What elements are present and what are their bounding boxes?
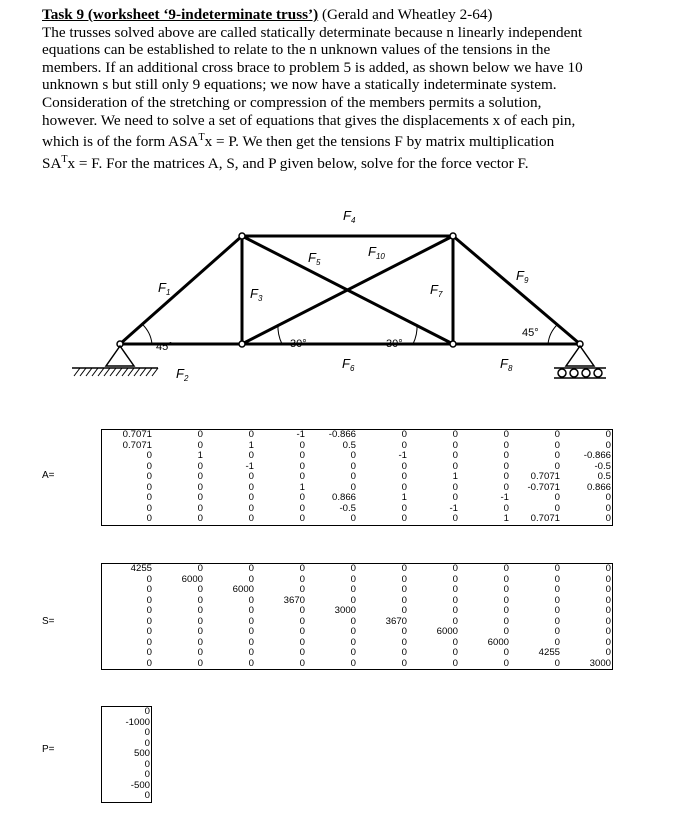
- truss-members: [120, 236, 580, 344]
- matrix-cell: 0: [554, 584, 560, 595]
- matrix-cell: 0: [503, 481, 509, 493]
- matrix-cell: 0.5: [597, 471, 611, 482]
- matrix-cell: 0: [248, 513, 254, 524]
- matrix-cell: 0: [554, 460, 560, 472]
- matrix-cell: 0: [197, 615, 203, 627]
- matrix-cell: 0: [605, 594, 611, 606]
- matrix-cell: 0: [248, 605, 254, 616]
- member-f9: [453, 236, 580, 344]
- matrix-cell: 0: [248, 573, 254, 585]
- matrix-cell: 0: [503, 460, 509, 472]
- matrix-cell: 0: [146, 626, 152, 637]
- equation-prefix: SA: [42, 154, 62, 172]
- angle-labels: [156, 327, 539, 353]
- matrix-cell: 0.7071: [530, 471, 560, 482]
- matrix-cell: 0: [452, 439, 458, 451]
- matrix-cell: 3670: [385, 615, 407, 627]
- matrix-cell: 0: [146, 605, 152, 616]
- pin: [450, 233, 456, 239]
- matrix-row: [102, 493, 613, 504]
- matrix-row: [102, 483, 613, 494]
- matrix-cell: 0: [299, 450, 305, 461]
- matrix-cell: 0: [350, 573, 356, 585]
- pin: [239, 233, 245, 239]
- matrix-cell: 0: [554, 605, 560, 616]
- label-f6: $F_6$: [342, 356, 355, 373]
- matrix-row: [102, 749, 152, 760]
- matrix-row: [102, 606, 613, 617]
- matrix-cell: 0: [401, 657, 407, 669]
- matrix-row: [102, 659, 613, 670]
- matrix-cell: 1: [197, 450, 203, 461]
- matrix-cell: 0: [554, 626, 560, 637]
- matrix-cell: 4255: [538, 647, 560, 658]
- matrix-cell: 0: [452, 615, 458, 627]
- label-f4: $F_4$: [343, 208, 356, 225]
- matrix-cell: 0: [299, 439, 305, 451]
- matrix-cell: 0: [350, 471, 356, 482]
- matrix-cell: 0: [554, 657, 560, 669]
- matrix-cell: 0: [554, 636, 560, 648]
- matrix-cell: -0.5: [594, 460, 611, 472]
- matrix-cell: 0: [146, 584, 152, 595]
- transpose-mark: T: [61, 153, 68, 165]
- matrix-cell: 0: [350, 563, 356, 574]
- matrix-cell: 0: [401, 513, 407, 524]
- matrix-p-table: [101, 706, 152, 803]
- angle-arcs: [142, 324, 558, 344]
- matrix-cell: 0: [248, 481, 254, 493]
- matrix-p-label: P=: [42, 744, 55, 755]
- matrix-cell: 0: [248, 563, 254, 574]
- matrix-cell: 0: [146, 573, 152, 585]
- matrix-row: [102, 791, 152, 802]
- matrix-cell: 500: [133, 748, 150, 759]
- matrix-s-table: [101, 563, 613, 670]
- matrix-cell: 0: [350, 636, 356, 648]
- matrix-row: [102, 430, 613, 441]
- matrix-cell: 0: [350, 615, 356, 627]
- matrix-row: [102, 564, 613, 575]
- matrix-cell: 0: [146, 615, 152, 627]
- heading-line: Consideration of the stretching or compression of the members permits a solution,: [42, 93, 542, 111]
- matrix-row: [102, 627, 613, 638]
- matrix-cell: 4255: [130, 563, 152, 574]
- matrix-cell: 0: [248, 657, 254, 669]
- matrix-cell: 0: [350, 594, 356, 606]
- matrix-cell: 0: [299, 657, 305, 669]
- equation-line-1: [42, 129, 672, 151]
- matrix-cell: 0: [197, 657, 203, 669]
- matrix-cell: 0: [605, 647, 611, 658]
- matrix-cell: 0: [605, 615, 611, 627]
- matrix-cell: 0: [605, 429, 611, 440]
- matrix-row: [102, 648, 613, 659]
- matrix-cell: 0: [503, 584, 509, 595]
- matrix-cell: 0: [146, 460, 152, 472]
- matrix-cell: 0: [452, 647, 458, 658]
- matrix-cell: 0: [144, 706, 150, 717]
- matrix-cell: 0: [503, 563, 509, 574]
- label-f1: $F_1$: [158, 280, 171, 297]
- matrix-cell: 0: [605, 584, 611, 595]
- matrix-cell: 0: [554, 563, 560, 574]
- matrix-cell: 0: [146, 636, 152, 648]
- matrix-cell: 0: [299, 563, 305, 574]
- matrix-cell: 0: [401, 594, 407, 606]
- member-labels: [158, 208, 529, 383]
- matrix-cell: 0: [248, 615, 254, 627]
- matrix-cell: 0: [248, 450, 254, 461]
- matrix-cell: 0: [605, 605, 611, 616]
- matrix-row: [102, 472, 613, 483]
- matrix-cell: 0: [248, 502, 254, 514]
- matrix-row: [102, 514, 613, 525]
- matrix-cell: 0: [605, 636, 611, 648]
- label-f8: $F_8$: [500, 356, 513, 373]
- matrix-cell: 0: [299, 605, 305, 616]
- matrix-row: [102, 707, 152, 718]
- matrix-cell: 1: [452, 471, 458, 482]
- matrix-cell: 0: [554, 492, 560, 503]
- matrix-cell: 0: [554, 429, 560, 440]
- label-f10: $F_{10}$: [368, 244, 385, 261]
- matrix-cell: 0: [146, 647, 152, 658]
- matrix-a-label: A=: [42, 470, 55, 481]
- matrix-cell: 0: [299, 615, 305, 627]
- transpose-mark: T: [198, 132, 205, 144]
- matrix-cell: 0: [605, 563, 611, 574]
- equation-prefix: which is of the form ASA: [42, 133, 199, 151]
- angle-left: 45°: [156, 341, 173, 353]
- equation-rest: x = P. We then get the tensions F by matrix multiplication: [204, 133, 555, 151]
- matrix-cell: 0: [554, 502, 560, 514]
- matrix-cell: 0: [197, 636, 203, 648]
- matrix-cell: 0: [146, 502, 152, 514]
- matrix-cell: 0: [401, 563, 407, 574]
- task-heading: [42, 6, 672, 172]
- matrix-cell: 0: [401, 471, 407, 482]
- matrix-cell: 0: [503, 615, 509, 627]
- matrix-cell: 0: [554, 615, 560, 627]
- matrix-cell: 0: [401, 647, 407, 658]
- matrix-s-label: S=: [42, 616, 55, 627]
- matrix-cell: 0: [401, 636, 407, 648]
- matrix-row: [102, 638, 613, 649]
- matrix-cell: 0: [146, 481, 152, 493]
- matrix-cell: 0: [452, 573, 458, 585]
- matrix-cell: 0: [503, 573, 509, 585]
- matrix-cell: 0.7071: [530, 513, 560, 524]
- matrix-a-table: [101, 429, 613, 526]
- matrix-cell: -1: [296, 429, 305, 440]
- matrix-cell: -0.866: [583, 450, 611, 461]
- matrix-cell: 0: [554, 450, 560, 461]
- matrix-cell: 0: [197, 481, 203, 493]
- matrix-cell: 0: [248, 492, 254, 503]
- matrix-cell: 0: [401, 429, 407, 440]
- matrix-cell: 0: [197, 513, 203, 524]
- task-title: Task 9 (worksheet ‘9-indeterminate truss’): [42, 6, 319, 23]
- angle-right: 45°: [522, 327, 539, 339]
- matrix-cell: 0: [146, 594, 152, 606]
- matrix-cell: 0: [503, 647, 509, 658]
- matrix-cell: 0: [144, 758, 150, 770]
- matrix-cell: 0: [350, 481, 356, 493]
- pin: [450, 341, 456, 347]
- angle-mid-left: 30°: [290, 338, 307, 350]
- matrix-row: [102, 760, 152, 771]
- matrix-cell: 0.866: [586, 481, 611, 493]
- matrix-cell: 0: [197, 502, 203, 514]
- matrix-cell: 0: [401, 605, 407, 616]
- matrix-cell: 0: [452, 636, 458, 648]
- matrix-cell: 0: [452, 563, 458, 574]
- matrix-cell: 0: [350, 584, 356, 595]
- matrix-row: [102, 617, 613, 628]
- matrix-cell: 0: [299, 647, 305, 658]
- matrix-cell: -0.5: [339, 502, 356, 514]
- matrix-cell: 0: [299, 573, 305, 585]
- matrix-cell: 3000: [589, 657, 611, 669]
- matrix-cell: 0: [452, 657, 458, 669]
- matrix-cell: 0: [350, 626, 356, 637]
- label-f5: $F_5$: [308, 250, 321, 267]
- matrix-cell: 0: [248, 626, 254, 637]
- matrix-cell: 0: [503, 502, 509, 514]
- left-support: [72, 346, 158, 376]
- matrix-cell: 0: [144, 790, 150, 801]
- matrix-cell: 0: [503, 471, 509, 482]
- matrix-cell: 0: [554, 594, 560, 606]
- matrix-cell: 0.7071: [122, 429, 152, 440]
- matrix-cell: 0: [144, 727, 150, 738]
- matrix-cell: 0: [452, 492, 458, 503]
- matrix-cell: -1: [449, 502, 458, 514]
- matrix-cell: 0: [197, 460, 203, 472]
- equation-line-2: [42, 151, 672, 173]
- matrix-cell: 0: [452, 450, 458, 461]
- matrix-cell: 0: [401, 502, 407, 514]
- matrix-cell: 0.7071: [122, 439, 152, 451]
- matrix-cell: 0: [605, 513, 611, 524]
- matrix-cell: 0: [146, 471, 152, 482]
- matrix-cell: 0: [299, 460, 305, 472]
- matrix-cell: 0: [503, 450, 509, 461]
- matrix-cell: 0: [248, 429, 254, 440]
- matrix-cell: 0: [299, 502, 305, 514]
- matrix-cell: 3000: [334, 605, 356, 616]
- matrix-cell: 0: [452, 460, 458, 472]
- matrix-cell: 1: [299, 481, 305, 493]
- matrix-cell: 0: [299, 471, 305, 482]
- matrix-cell: 0: [554, 573, 560, 585]
- matrix-cell: 0: [503, 626, 509, 637]
- matrix-cell: 0: [144, 737, 150, 749]
- matrix-cell: 0: [197, 471, 203, 482]
- matrix-cell: 0: [605, 573, 611, 585]
- matrix-cell: 0: [350, 450, 356, 461]
- matrix-cell: 0: [350, 460, 356, 472]
- matrix-cell: 1: [248, 439, 254, 451]
- matrix-cell: 0: [248, 594, 254, 606]
- matrix-cell: 0: [605, 492, 611, 503]
- matrix-cell: 0: [146, 657, 152, 669]
- matrix-cell: 0: [350, 657, 356, 669]
- matrix-cell: 3670: [283, 594, 305, 606]
- matrix-row: [102, 596, 613, 607]
- matrix-cell: 0: [299, 626, 305, 637]
- right-roller-support: [554, 346, 606, 378]
- matrix-cell: 0: [197, 439, 203, 451]
- matrix-cell: -0.866: [328, 429, 356, 440]
- matrix-cell: 6000: [232, 584, 254, 595]
- matrix-cell: 0: [146, 450, 152, 461]
- heading-line: members. If an additional cross brace to problem 5 is added, as shown below we have 10: [42, 58, 583, 76]
- angle-mid-right: 30°: [386, 338, 403, 350]
- matrix-cell: -1: [398, 450, 407, 461]
- matrix-cell: 0: [299, 492, 305, 503]
- matrix-cell: 0: [350, 647, 356, 658]
- matrix-cell: 0: [452, 594, 458, 606]
- matrix-cell: 1: [503, 513, 509, 524]
- matrix-cell: -1: [500, 492, 509, 503]
- matrix-cell: 0: [401, 481, 407, 493]
- matrix-row: [102, 718, 152, 729]
- matrix-cell: 0: [248, 647, 254, 658]
- matrix-row: [102, 575, 613, 586]
- matrix-cell: -1: [245, 460, 254, 472]
- matrix-cell: 6000: [436, 626, 458, 637]
- matrix-cell: 0: [197, 563, 203, 574]
- matrix-cell: 0: [452, 513, 458, 524]
- matrix-cell: 0: [144, 769, 150, 780]
- matrix-cell: 0: [503, 605, 509, 616]
- matrix-row: [102, 781, 152, 792]
- matrix-cell: 0: [401, 626, 407, 637]
- matrix-cell: 0: [299, 584, 305, 595]
- matrix-cell: 0: [146, 492, 152, 503]
- matrix-cell: 0.5: [342, 439, 356, 451]
- matrix-cell: 6000: [487, 636, 509, 648]
- matrix-cell: 0: [503, 429, 509, 440]
- matrix-cell: 0: [197, 492, 203, 503]
- matrix-cell: 0: [452, 429, 458, 440]
- matrix-cell: 0: [197, 584, 203, 595]
- matrix-cell: 0: [197, 626, 203, 637]
- matrix-cell: 0: [401, 584, 407, 595]
- matrix-row: [102, 728, 152, 739]
- truss-diagram: [60, 206, 620, 416]
- matrix-cell: 0: [605, 626, 611, 637]
- label-f7: $F_7$: [430, 282, 443, 299]
- matrix-cell: 0: [401, 573, 407, 585]
- matrix-cell: 0: [452, 584, 458, 595]
- task-source: (Gerald and Wheatley 2-64): [318, 6, 493, 23]
- matrix-cell: -500: [130, 779, 150, 791]
- matrix-cell: 0: [146, 513, 152, 524]
- matrix-cell: 0: [350, 513, 356, 524]
- label-f2: $F_2$: [176, 366, 189, 383]
- matrix-cell: 0: [605, 502, 611, 514]
- matrix-cell: 0: [503, 439, 509, 451]
- matrix-cell: 0.866: [331, 492, 356, 503]
- matrix-cell: 0: [299, 513, 305, 524]
- matrix-cell: 0: [605, 439, 611, 451]
- matrix-row: [102, 770, 152, 781]
- matrix-cell: 0: [452, 481, 458, 493]
- label-f9: $F_9$: [516, 268, 529, 285]
- matrix-cell: 0: [197, 429, 203, 440]
- matrix-cell: 0: [197, 605, 203, 616]
- matrix-row: [102, 441, 613, 452]
- matrix-cell: 0: [503, 657, 509, 669]
- equation-rest: x = F. For the matrices A, S, and P given below, solve for the force vector F.: [67, 154, 529, 172]
- heading-line: The trusses solved above are called statically determinate because n linearly independent: [42, 23, 583, 41]
- matrix-cell: 0: [401, 439, 407, 451]
- matrix-row: [102, 585, 613, 596]
- matrix-cell: -0.7071: [527, 481, 560, 493]
- matrix-row: [102, 451, 613, 462]
- matrix-cell: 0: [452, 605, 458, 616]
- matrix-cell: 1: [401, 492, 407, 503]
- matrix-cell: 0: [401, 460, 407, 472]
- matrix-cell: 0: [554, 439, 560, 451]
- matrix-cell: 0: [197, 647, 203, 658]
- label-f3: $F_3$: [250, 286, 263, 303]
- matrix-cell: 0: [248, 471, 254, 482]
- matrix-cell: 6000: [181, 573, 203, 585]
- heading-line: unknown s but still only 9 equations; we now have a statically indeterminate system.: [42, 76, 557, 94]
- matrix-cell: 0: [503, 594, 509, 606]
- heading-line: however. We need to solve a set of equations that gives the displacements x of each pin,: [42, 111, 576, 129]
- pin: [239, 341, 245, 347]
- matrix-cell: -1000: [125, 716, 150, 728]
- member-f1: [120, 236, 242, 344]
- matrix-cell: 0: [299, 636, 305, 648]
- matrix-cell: 0: [197, 594, 203, 606]
- heading-line: equations can be established to relate to the n unknown values of the tensions in the: [42, 41, 551, 59]
- matrix-cell: 0: [248, 636, 254, 648]
